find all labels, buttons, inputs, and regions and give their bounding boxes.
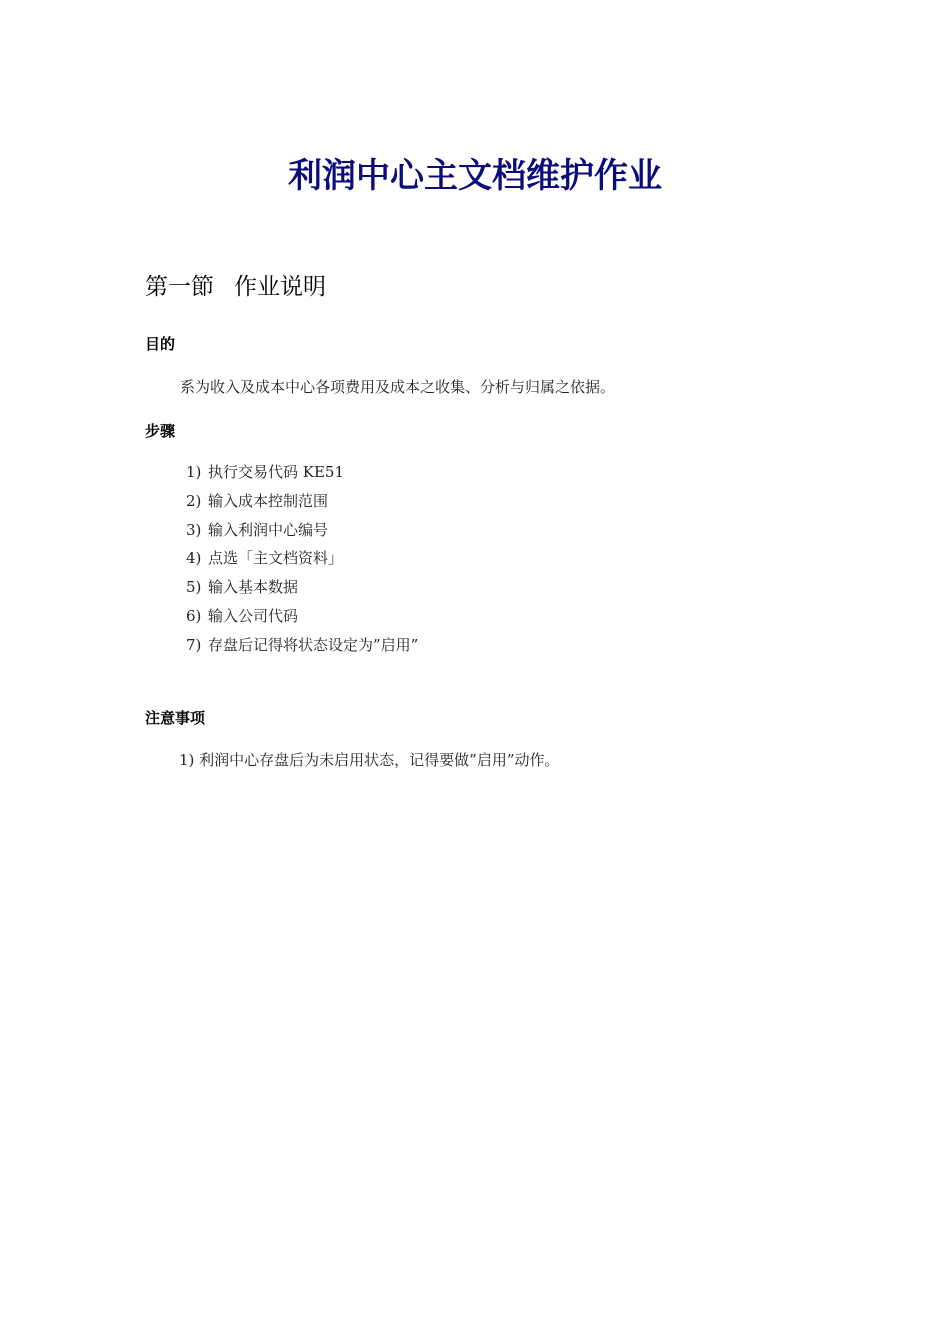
list-item bbox=[186, 490, 418, 519]
notes-heading: 注意事项 bbox=[145, 709, 206, 727]
step-text: 输入利润中心编号 bbox=[208, 520, 329, 539]
step-number: 1) bbox=[186, 463, 202, 481]
steps-list bbox=[186, 461, 418, 663]
step-text: 输入基本数据 bbox=[208, 578, 299, 597]
purpose-heading: 目的 bbox=[145, 335, 176, 353]
step-number: 3) bbox=[186, 520, 202, 539]
list-item bbox=[186, 547, 418, 576]
step-number: 4) bbox=[186, 549, 202, 568]
steps-heading: 步骤 bbox=[145, 422, 176, 440]
step-number: 6) bbox=[186, 606, 202, 625]
step-text: 输入公司代码 bbox=[208, 606, 299, 625]
purpose-text: 系为收入及成本中心各项费用及成本之收集、分析与归属之依据。 bbox=[180, 378, 616, 396]
list-item bbox=[186, 605, 418, 634]
list-item bbox=[186, 519, 418, 548]
list-item bbox=[186, 461, 418, 490]
section-name: 作业说明 bbox=[234, 274, 326, 300]
step-number: 7) bbox=[186, 635, 202, 654]
step-text: 输入成本控制范围 bbox=[208, 491, 329, 510]
document-title: 利润中心主文档维护作业 bbox=[288, 156, 662, 196]
list-item bbox=[186, 576, 418, 605]
step-text: 存盘后记得将状态设定为”启用” bbox=[208, 635, 419, 654]
step-text: 点选「主文档资料」 bbox=[208, 549, 344, 568]
step-text: 执行交易代码 KE51 bbox=[208, 463, 345, 481]
section-heading bbox=[145, 268, 326, 301]
step-number: 5) bbox=[186, 578, 202, 597]
list-item bbox=[186, 634, 418, 663]
notes-text: 1) 利润中心存盘后为未启用状态，记得要做”启用”动作。 bbox=[179, 751, 560, 769]
section-number: 第一節 bbox=[145, 274, 214, 300]
step-number: 2) bbox=[186, 491, 202, 510]
